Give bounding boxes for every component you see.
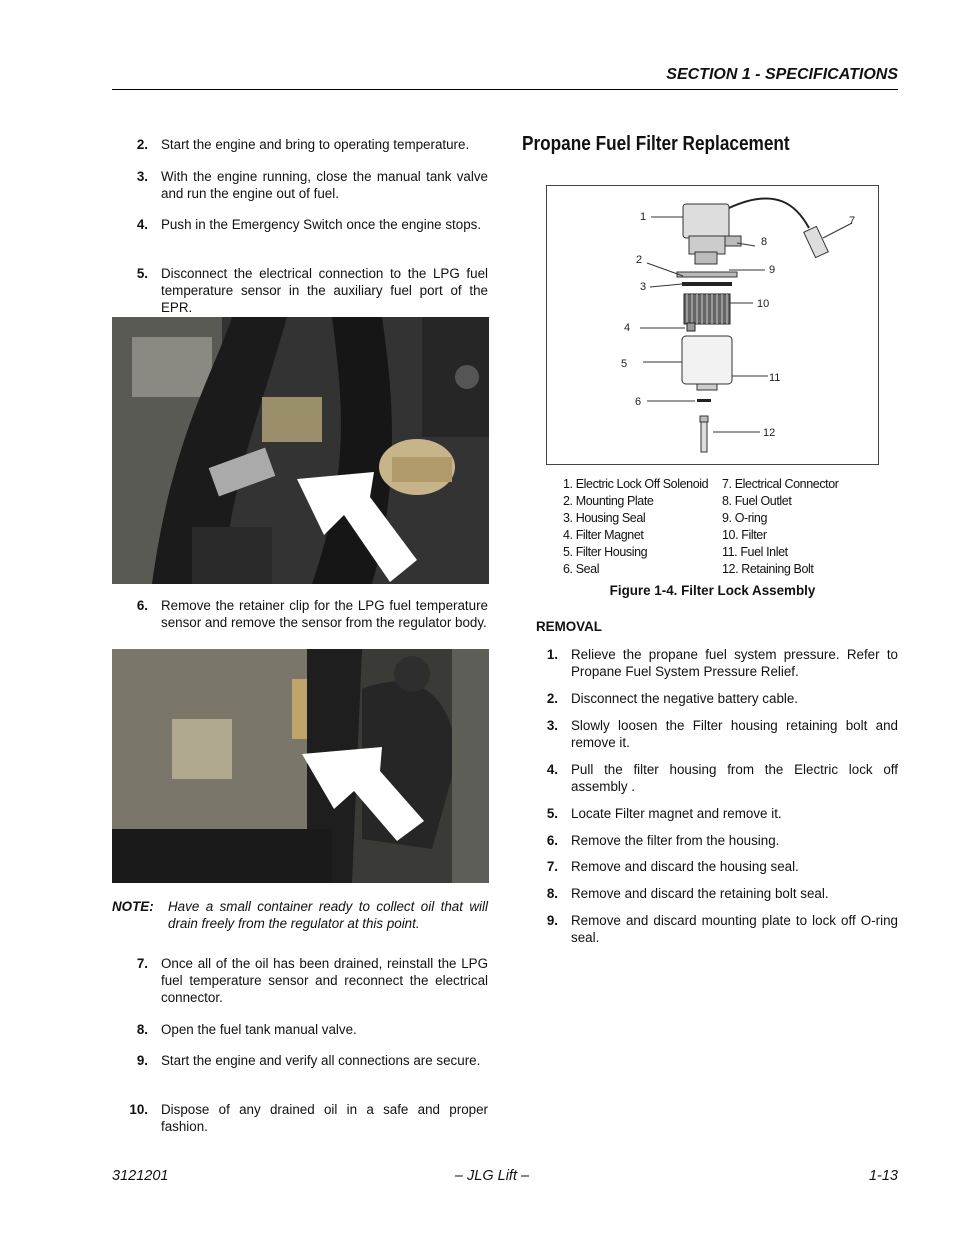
engine-photo-1 <box>112 317 489 584</box>
step-number: 5. <box>546 806 558 821</box>
step-text: Disconnect the electrical connection to the LPG fuel temperature sensor in the auxiliary fuel port of the EPR. <box>161 266 488 315</box>
step-text: Once all of the oil has been drained, reinstall the LPG fuel temperature sensor and reconnect the electrical connector. <box>161 956 488 1005</box>
legend-item: 9. O-ring <box>722 511 768 525</box>
callout-5: 5 <box>621 358 628 370</box>
step-text: Remove the retainer clip for the LPG fuel temperature sensor and remove the sensor from the regulator body. <box>161 598 488 630</box>
step-text: With the engine running, close the manual tank valve and run the engine out of fuel. <box>161 169 488 201</box>
legend-item: 10. Filter <box>722 528 767 542</box>
step-text: Disconnect the negative battery cable. <box>571 691 799 706</box>
step-number: 9. <box>546 913 558 928</box>
note-text: Have a small container ready to collect oil that will drain freely from the regulator at this point. <box>168 899 488 931</box>
legend-item: 8. Fuel Outlet <box>722 494 792 508</box>
step-number: 4. <box>546 762 558 777</box>
step-number: 10. <box>129 1102 148 1117</box>
step-text: Open the fuel tank manual valve. <box>161 1022 357 1037</box>
legend-item: 1. Electric Lock Off Solenoid <box>563 477 709 491</box>
step-number: 6. <box>136 598 148 613</box>
callout-8: 8 <box>761 236 768 248</box>
step-text: Remove the filter from the housing. <box>571 833 780 848</box>
step-text: Push in the Emergency Switch once the engine stops. <box>161 217 482 232</box>
filter-lock-diagram <box>546 185 879 465</box>
legend-item: 7. Electrical Connector <box>722 477 839 491</box>
legend-item: 12. Retaining Bolt <box>722 562 814 576</box>
callout-10: 10 <box>757 298 770 310</box>
figure-caption: Figure 1-4. Filter Lock Assembly <box>609 583 816 598</box>
legend-item: 3. Housing Seal <box>563 511 646 525</box>
callout-7: 7 <box>849 215 856 227</box>
step-text: Pull the filter housing from the Electric lock off assembly . <box>571 762 898 794</box>
step-text: Remove and discard mounting plate to lock off O-ring seal. <box>571 913 898 945</box>
callout-11: 11 <box>769 372 781 384</box>
step-number: 2. <box>546 691 558 706</box>
step-number: 8. <box>546 886 558 901</box>
step-number: 2. <box>136 137 148 152</box>
step-number: 9. <box>136 1053 148 1068</box>
callout-6: 6 <box>635 396 642 408</box>
footer-center: – JLG Lift – <box>454 1168 530 1184</box>
callout-4: 4 <box>624 322 631 334</box>
step-text: Slowly loosen the Filter housing retaining bolt and remove it. <box>571 718 898 750</box>
step-text: Remove and discard the retaining bolt seal. <box>571 886 829 901</box>
callout-3: 3 <box>640 281 647 293</box>
step-number: 8. <box>136 1022 148 1037</box>
step-number: 3. <box>546 718 558 733</box>
callout-12: 12 <box>763 427 776 439</box>
legend-right <box>722 476 839 578</box>
legend-item: 6. Seal <box>563 562 600 576</box>
note-label: NOTE: <box>112 899 154 914</box>
step-text: Locate Filter magnet and remove it. <box>571 806 782 821</box>
legend-left <box>563 476 708 578</box>
step-text: Start the engine and verify all connections are secure. <box>161 1053 481 1068</box>
step-text: Remove and discard the housing seal. <box>571 859 799 874</box>
step-number: 3. <box>136 169 148 184</box>
step-text: Relieve the propane fuel system pressure. Refer to Propane Fuel System Pressure Relief. <box>571 647 898 679</box>
header-rule <box>112 89 898 90</box>
step-number: 6. <box>546 833 558 848</box>
section-title: Propane Fuel Filter Replacement <box>522 133 790 155</box>
footer-page-number: 1-13 <box>868 1168 898 1184</box>
legend-item: 5. Filter Housing <box>563 545 648 559</box>
callout-2: 2 <box>636 254 643 266</box>
callout-1: 1 <box>640 211 647 223</box>
engine-photo-2 <box>112 649 489 883</box>
step-number: 4. <box>136 217 148 232</box>
step-text: Start the engine and bring to operating temperature. <box>161 137 470 152</box>
step-text: Dispose of any drained oil in a safe and proper fashion. <box>161 1102 488 1134</box>
legend-item: 11. Fuel Inlet <box>722 545 788 559</box>
footer-doc-number: 3121201 <box>112 1168 169 1184</box>
section-header: SECTION 1 - SPECIFICATIONS <box>666 66 898 83</box>
step-number: 5. <box>136 266 148 281</box>
step-number: 7. <box>546 859 558 874</box>
step-number: 7. <box>136 956 148 971</box>
legend-item: 2. Mounting Plate <box>563 494 654 508</box>
legend-item: 4. Filter Magnet <box>563 528 644 542</box>
step-number: 1. <box>546 647 558 662</box>
removal-heading: REMOVAL <box>536 619 602 634</box>
callout-9: 9 <box>769 264 776 276</box>
